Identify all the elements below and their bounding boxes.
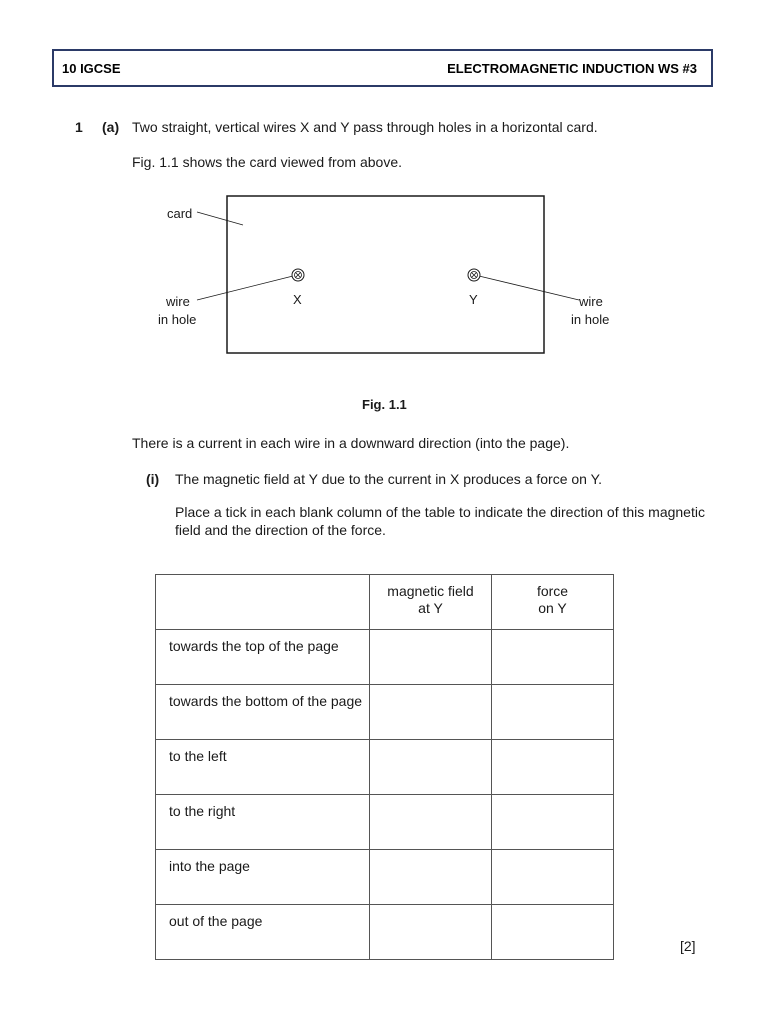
figure-card-diagram [0, 0, 768, 420]
question-intro: Two straight, vertical wires X and Y pass through holes in a horizontal card. [132, 119, 598, 135]
row-label: towards the top of the page [156, 630, 370, 685]
answer-table [155, 574, 614, 960]
table-row [156, 740, 614, 795]
tick-cell-force[interactable] [492, 740, 614, 795]
table-row [156, 905, 614, 960]
card-leader-line [197, 212, 243, 225]
subpart-text: The magnetic field at Y due to the current in X produces a force on Y. [175, 471, 603, 487]
tick-cell-force[interactable] [492, 850, 614, 905]
table-row [156, 850, 614, 905]
figure-caption: Fig. 1.1 [362, 397, 407, 412]
wire-x-label: X [293, 292, 302, 307]
tick-cell-field[interactable] [370, 795, 492, 850]
wire-right-label-line1: wire [579, 294, 603, 309]
wire-left-label-line2: in hole [158, 312, 197, 327]
row-label: to the left [156, 740, 370, 795]
subpart-label: (i) [146, 471, 160, 487]
table-header-row [156, 575, 614, 630]
worksheet-title: ELECTROMAGNETIC INDUCTION WS #3 [447, 60, 697, 76]
question-part: (a) [102, 119, 120, 135]
tick-cell-force[interactable] [492, 630, 614, 685]
class-label: 10 IGCSE [62, 60, 121, 76]
tick-cell-field[interactable] [370, 630, 492, 685]
row-label: to the right [156, 795, 370, 850]
row-label: towards the bottom of the page [156, 685, 370, 740]
question-number: 1 [75, 119, 83, 135]
table-row [156, 630, 614, 685]
row-label: into the page [156, 850, 370, 905]
wire-y-leader-line [479, 276, 579, 300]
card-label: card [167, 206, 193, 221]
tick-cell-force[interactable] [492, 685, 614, 740]
figure-reference: Fig. 1.1 shows the card viewed from above. [132, 154, 403, 170]
wire-x-leader-line [197, 276, 293, 300]
table-row [156, 685, 614, 740]
wire-right-label-line2: in hole [571, 312, 610, 327]
header-empty-cell [156, 575, 370, 630]
tick-cell-field[interactable] [370, 850, 492, 905]
current-direction-text: There is a current in each wire in a downward direction (into the page). [132, 435, 570, 451]
wire-x-symbol [292, 269, 304, 281]
wire-y-label: Y [469, 292, 478, 307]
tick-cell-field[interactable] [370, 685, 492, 740]
tick-cell-force[interactable] [492, 905, 614, 960]
marks-label: [2] [680, 938, 696, 954]
card-rectangle [227, 196, 544, 353]
table-row [156, 795, 614, 850]
wire-left-label-line1: wire [166, 294, 190, 309]
header-magnetic-field: magnetic field at Y [370, 575, 492, 630]
tick-cell-field[interactable] [370, 905, 492, 960]
row-label: out of the page [156, 905, 370, 960]
tick-cell-field[interactable] [370, 740, 492, 795]
wire-y-symbol [468, 269, 480, 281]
tick-cell-force[interactable] [492, 795, 614, 850]
tick-instruction: Place a tick in each blank column of the table to indicate the direction of this magnetic field and the direction of the force. [175, 504, 705, 538]
header-force: force on Y [492, 575, 614, 630]
